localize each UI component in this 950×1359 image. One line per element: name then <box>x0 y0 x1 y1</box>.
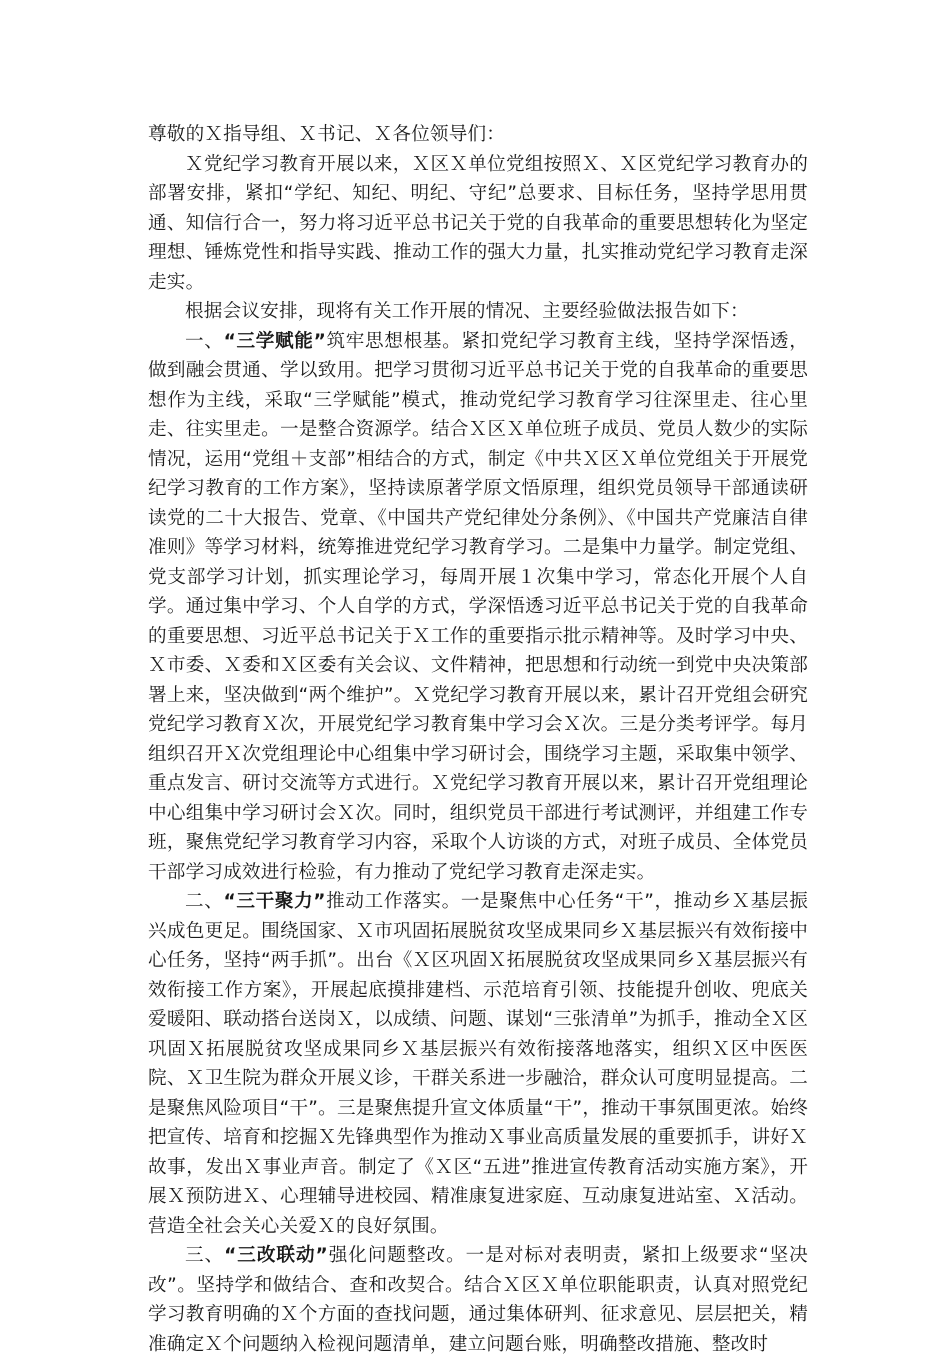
section-number: 三、 <box>185 1245 225 1266</box>
section-body: 强化问题整改。一是对标对表明责，紧扣上级要求“坚决改”。坚持学和做结合、查和改契合。结合Ｘ区Ｘ单位职能职责，认真对照党纪学习教育明确的Ｘ个方面的查找问题，通过集体研判、征求意见、层层把关，精准确定Ｘ个问题纳入检视问题清单，建立问题台账，明确整改措施、整改时 <box>148 1245 808 1355</box>
document-body <box>148 120 808 1359</box>
section-heading: “三改联动” <box>224 1245 328 1266</box>
section-paragraph <box>148 1241 808 1359</box>
section-paragraph <box>148 887 808 1241</box>
section-body: 推动工作落实。一是聚焦中心任务“干”，推动乡Ｘ基层振兴成色更足。围绕国家、Ｘ市巩固拓展脱贫攻坚成果同乡Ｘ基层振兴有效衔接中心任务，坚持“两手抓”。出台《Ｘ区巩固Ｘ拓展脱贫攻坚成果同乡Ｘ基层振兴有效衔接工作方案》，开展起底摸排建档、示范培育引领、技能提升创收、兜底关爱暖阳、联动搭台送岗Ｘ，以成绩、问题、谋划“三张清单”为抓手，推动全Ｘ区巩固Ｘ拓展脱贫攻坚成果同乡Ｘ基层振兴有效衔接落地落实，组织Ｘ区中医医院、Ｘ卫生院为群众开展义诊，干群关系进一步融洽，群众认可度明显提高。二是聚焦风险项目“干”。三是聚焦提升宣文体质量“干”，推动干事氛围更浓。始终把宣传、培育和挖掘Ｘ先锋典型作为推动Ｘ事业高质量发展的重要抓手，讲好Ｘ故事，发出Ｘ事业声音。制定了《Ｘ区“五进”推进宣传教育活动实施方案》，开展Ｘ预防进Ｘ、心理辅导进校园、精准康复进家庭、互动康复进站室、Ｘ活动。营造全社会关心关爱Ｘ的良好氛围。 <box>148 891 808 1237</box>
lead-paragraph: 根据会议安排，现将有关工作开展的情况、主要经验做法报告如下： <box>185 301 749 322</box>
section-heading: “三干聚力” <box>223 891 326 912</box>
section-number: 二、 <box>185 891 224 912</box>
section-heading: “三学赋能” <box>223 330 327 352</box>
section-paragraph <box>148 327 808 888</box>
section-number: 一、 <box>185 330 224 352</box>
salutation: 尊敬的Ｘ指导组、Ｘ书记、Ｘ各位领导们： <box>148 124 506 145</box>
section-body: 筑牢思想根基。紧扣党纪学习教育主线，坚持学深悟透，做到融会贯通、学以致用。把学习贯彻习近平总书记关于党的自我革命的重要思想作为主线，采取“三学赋能”模式，推动党纪学习教育学习往深里走、往心里走、往实里走。一是整合资源学。结合Ｘ区Ｘ单位班子成员、党员人数少的实际情况，运用“党组＋支部”相结合的方式，制定《中共Ｘ区Ｘ单位党组关于开展党纪学习教育的工作方案》，坚持读原著学原文悟原理，组织党员领导干部通读研读党的二十大报告、党章、《中国共产党纪律处分条例》、《中国共产党廉洁自律准则》等学习材料，统筹推进党纪学习教育学习。二是集中力量学。制定党组、党支部学习计划，抓实理论学习，每周开展１次集中学习，常态化开展个人自学。通过集中学习、个人自学的方式，学深悟透习近平总书记关于党的自我革命的重要思想、习近平总书记关于Ｘ工作的重要指示批示精神等。及时学习中央、Ｘ市委、Ｘ委和Ｘ区委有关会议、文件精神，把思想和行动统一到党中央决策部署上来，坚决做到“两个维护”。Ｘ党纪学习教育开展以来，累计召开党组会研究党纪学习教育Ｘ次，开展党纪学习教育集中学习会Ｘ次。三是分类考评学。每月组织召开Ｘ次党组理论中心组集中学习研讨会，围绕学习主题，采取集中领学、重点发言、研讨交流等方式进行。Ｘ党纪学习教育开展以来，累计召开党组理论中心组集中学习研讨会Ｘ次。同时，组织党员干部进行考试测评，并组建工作专班，聚焦党纪学习教育学习内容，采取个人访谈的方式，对班子成员、全体党员干部学习成效进行检验，有力推动了党纪学习教育走深走实。 <box>148 330 808 883</box>
intro-paragraph: Ｘ党纪学习教育开展以来，Ｘ区Ｘ单位党组按照Ｘ、Ｘ区党纪学习教育办的部署安排，紧扣“学纪、知纪、明纪、守纪”总要求、目标任务，坚持学思用贯通、知信行合一，努力将习近平总书记关于党的自我革命的重要思想转化为坚定理想、锤炼党性和指导实践、推动工作的强大力量，扎实推动党纪学习教育走深走实。 <box>148 153 808 293</box>
